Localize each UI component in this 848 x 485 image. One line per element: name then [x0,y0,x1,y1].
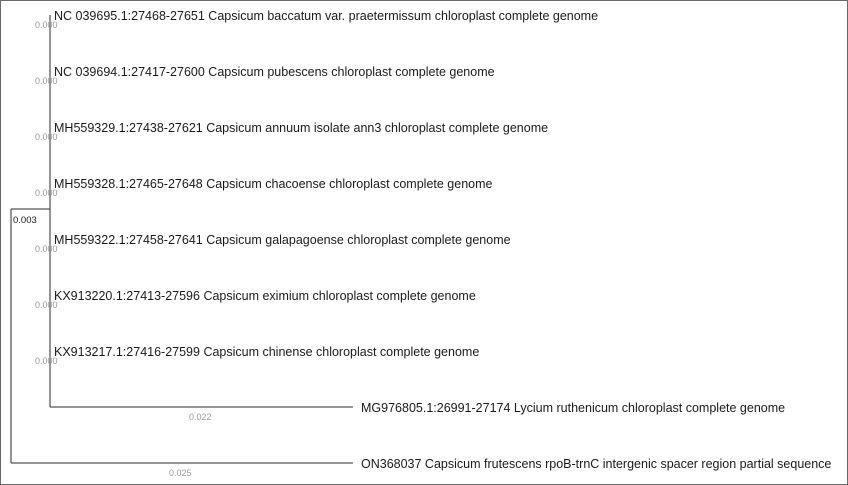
taxon-label: MH559328.1:27465-27648 Capsicum chacoense chloroplast complete genome [54,177,493,191]
taxon-label: NC 039695.1:27468-27651 Capsicum baccatum var. praetermissum chloroplast complete genome [54,9,599,23]
taxon-label: NC 039694.1:27417-27600 Capsicum pubescens chloroplast complete genome [54,65,495,79]
taxon-1 [35,65,495,86]
taxon-branch-length: 0.000 [35,76,58,86]
taxon-2 [35,121,548,142]
taxon-5 [35,289,476,310]
taxon-0 [35,9,598,30]
taxon-branch-length: 0.000 [35,244,58,254]
taxon-branch-length: 0.000 [35,132,58,142]
taxon-label: KX913217.1:27416-27599 Capsicum chinense chloroplast complete genome [54,345,480,359]
taxon-branch-length: 0.000 [35,300,58,310]
taxon-branch-length: 0.000 [35,356,58,366]
outgroup-branch-length: 0.025 [169,468,192,478]
root-split-length: 0.003 [13,215,37,226]
taxon-3 [35,177,493,198]
outgroup-taxon-label: ON368037 Capsicum frutescens rpoB-trnC intergenic spacer region partial sequence [361,457,832,471]
phylogenetic-tree [1,1,847,484]
taxon-6 [35,345,479,366]
lycium-taxon-label: MG976805.1:26991-27174 Lycium ruthenicum chloroplast complete genome [361,401,786,415]
taxon-branch-length: 0.000 [35,20,58,30]
taxon-label: KX913220.1:27413-27596 Capsicum eximium chloroplast complete genome [54,289,476,303]
taxon-label: MH559329.1:27438-27621 Capsicum annuum isolate ann3 chloroplast complete genome [54,121,549,135]
taxon-4 [35,233,511,254]
taxon-branch-length: 0.000 [35,188,58,198]
lycium-branch-length: 0.022 [189,412,212,422]
taxon-label: MH559322.1:27458-27641 Capsicum galapagoense chloroplast complete genome [54,233,511,247]
